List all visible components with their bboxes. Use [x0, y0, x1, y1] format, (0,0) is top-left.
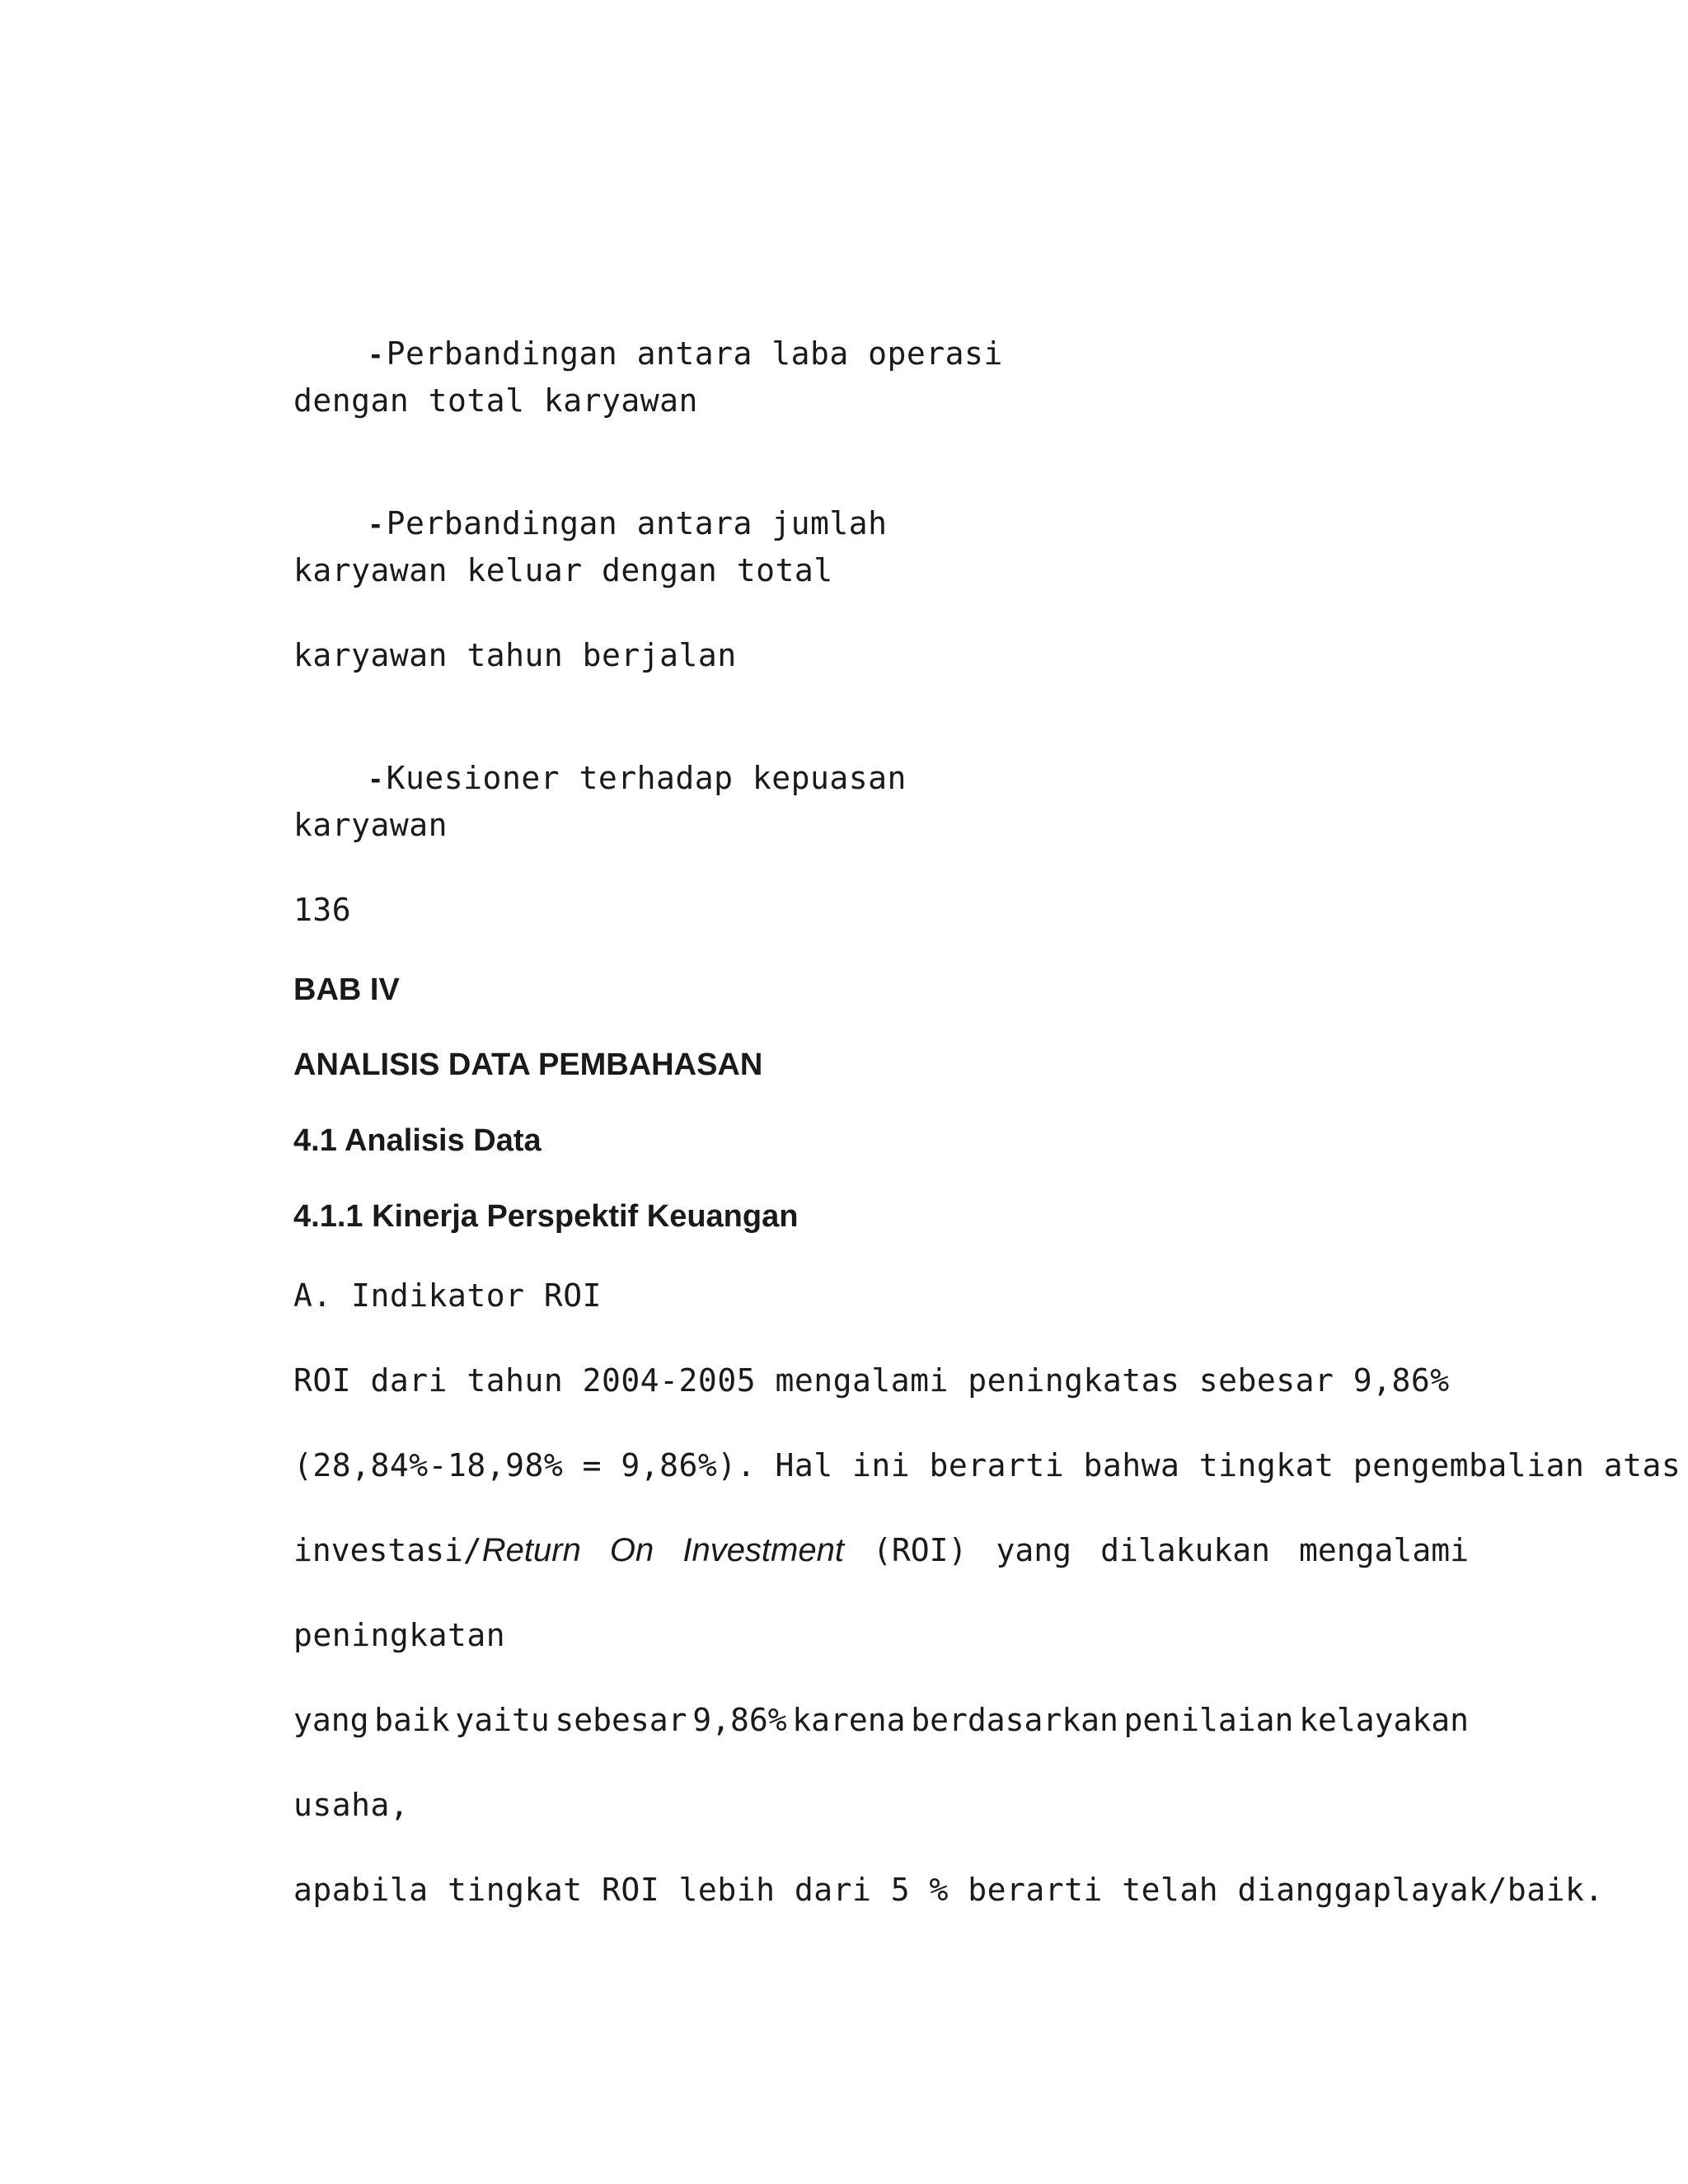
bullet-text: Perbandingan antara laba operasi: [386, 335, 1003, 372]
bullet-dash: -: [370, 507, 382, 541]
word: kelayakan: [1299, 1702, 1469, 1738]
paragraph-line-7: apabila tingkat ROI lebih dari 5 % berarti telah dianggaplayak/baik.: [293, 1872, 1604, 1908]
word-italic: Investment: [682, 1532, 844, 1568]
page-number: 136: [293, 892, 352, 928]
word: baik: [374, 1702, 450, 1738]
bullet-continuation-2: karyawan keluar dengan total: [293, 552, 833, 588]
bullet-dash: -: [370, 337, 382, 372]
word: penilaian: [1123, 1702, 1294, 1738]
word: karena: [792, 1702, 906, 1738]
paragraph-line-2: (28,84%-18,98% = 9,86%). Hal ini berarti bahwa tingkat pengembalian atas: [293, 1447, 1681, 1483]
paragraph-line-6: usaha,: [293, 1787, 410, 1823]
word-italic: Return: [481, 1532, 581, 1568]
word: 9,86%: [692, 1702, 787, 1738]
word: yang: [996, 1532, 1072, 1568]
word: yaitu: [455, 1702, 550, 1738]
section-heading: 4.1 Analisis Data: [293, 1123, 542, 1158]
word: dilakukan: [1100, 1532, 1270, 1568]
paragraph-line-1: ROI dari tahun 2004-2005 mengalami peningkatas sebesar 9,86%: [293, 1362, 1450, 1399]
word: sebesar: [555, 1702, 687, 1738]
bullet-dash: -: [370, 762, 382, 796]
chapter-title: ANALISIS DATA PEMBAHASAN: [293, 1047, 763, 1082]
subsection-heading: 4.1.1 Kinerja Perspektif Keuangan: [293, 1199, 799, 1234]
word: yang: [293, 1702, 369, 1738]
bullet-continuation-4: karyawan: [293, 807, 448, 843]
bullet-text: Perbandingan antara jumlah: [386, 505, 888, 541]
bullet-continuation-3: karyawan tahun berjalan: [293, 637, 737, 673]
word-group: [293, 1531, 581, 1569]
paragraph-line-5: [293, 1701, 1469, 1739]
paragraph-line-4: peningkatan: [293, 1617, 506, 1653]
indicator-heading: A. Indikator ROI: [293, 1277, 603, 1314]
chapter-heading: BAB IV: [293, 972, 400, 1007]
word-italic: On: [609, 1532, 654, 1568]
bullet-text: Kuesioner terhadap kepuasan: [386, 760, 907, 796]
bullet-continuation-1: dengan total karyawan: [293, 382, 698, 419]
word: berdasarkan: [911, 1702, 1118, 1738]
word: (ROI): [873, 1532, 968, 1568]
word: mengalami: [1299, 1532, 1469, 1568]
paragraph-line-3: [293, 1531, 1469, 1569]
word: investasi/: [293, 1532, 482, 1568]
